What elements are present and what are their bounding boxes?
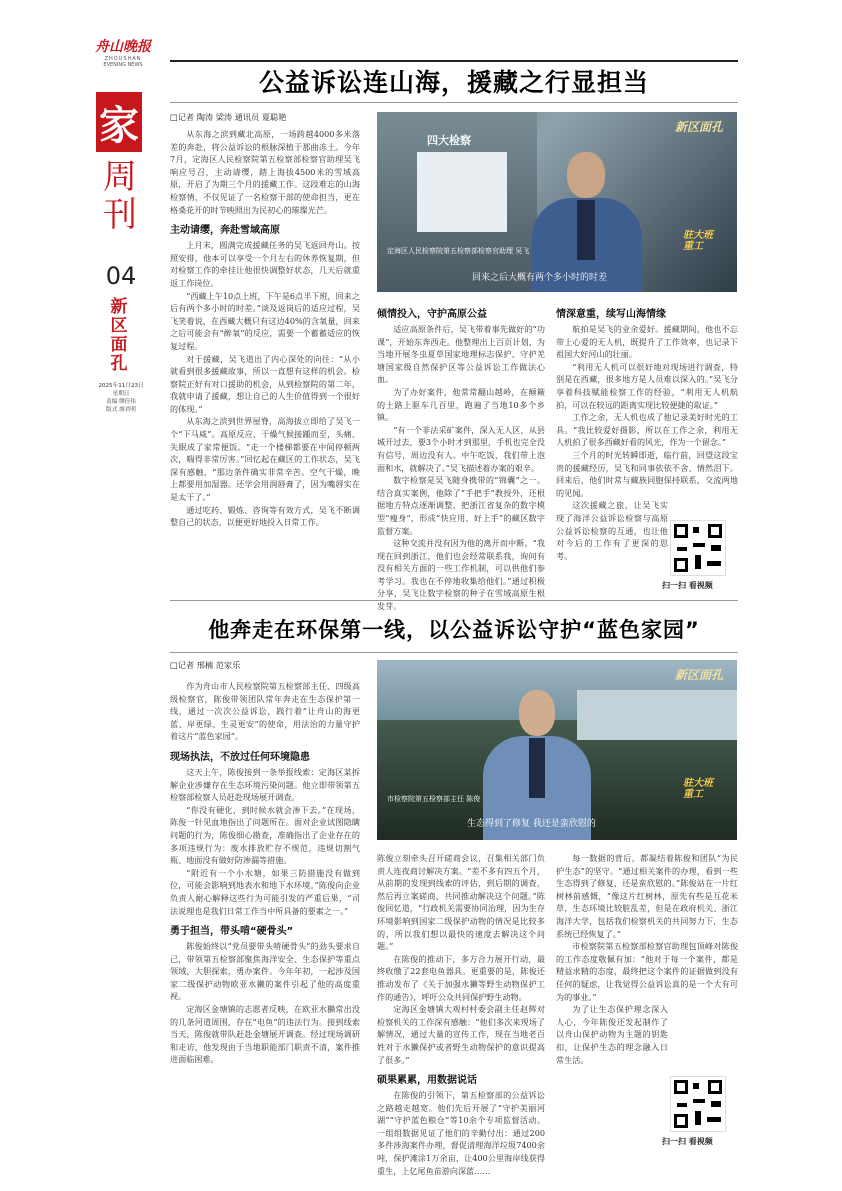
article2-title-wrap — [170, 614, 738, 646]
article1-s2-p4: 数字检察是吴飞随身携带的“锦囊”之一。结合真实案例，他除了“手把手”教授外，还根据地方特点逐渐调整，把浙江省复杂的数字模型“瘦身”，形成“快应用、好上手”的藏区数字监督方案。 — [377, 475, 545, 536]
article1-qr-code[interactable] — [670, 520, 726, 576]
article2-s3-p2: 每一数据的背后，都凝结着陈俊和团队“为民护生态”的坚守。“通过相关案件的办理，看到一些生态得到了修复，还是蛮欣慰的。”陈俊站在一片红树林前感慨，“像这片红树林，原先有些是互花米草，生态环境比较脏乱差，但是在政府机关、浙江海洋大学，包括我们检察机关的共同努力下，生态系统已经恢复了。” — [556, 853, 738, 939]
article2-s2-p1: 陈俊始终以“党员要带头啃硬骨头”的劲头要求自己，带领第五检察部聚焦海洋安全、生态保护等重点领域，大胆探索，勇办案件。今年年初，一起涉及国家二级保护动物欧亚水獭的案件引起了他的高度重视。 — [170, 941, 360, 1002]
article1-s3-p5: 这次援藏之旅，让吴飞实现了海洋公益诉讼检察与高原公益诉讼检察的互通，也让他对今后的工作有了更深的思考。 — [556, 500, 668, 561]
article2-s1-p2: “你没有硬化，到时候水就会渗下去。”在现场，陈俊一针见血地指出了问题所在。面对企业试图隐瞒问题的行为，陈俊细心勘查，准确指出了企业存在的多项违规行为：废水排放贮存不规范，违规切割气瓶、地面没有做好防渗漏等措施。 — [170, 804, 360, 866]
article2-s3-p4: 为了让生态保护理念深入人心，今年陈俊还发起制作了以舟山保护动物为主题的钥匙扣，让保护生态的理念融入日常生活。 — [556, 1004, 668, 1065]
article1-scan-label: 扫一扫 看视频 — [662, 581, 713, 590]
article1-s2-p2: 为了办好案件，他常常翻山越岭，在颠簸的土路上驱车几百里，跑遍了当地10多个乡镇。 — [377, 386, 545, 423]
article1-title: 公益诉讼连山海，援藏之行显担当 — [258, 68, 649, 97]
column-name — [104, 298, 134, 374]
article1-photo — [377, 112, 737, 292]
article2-photo — [377, 660, 737, 840]
article2-scan-label: 扫一扫 看视频 — [662, 1137, 713, 1146]
article1-s3-p3: 工作之余，无人机也成了他记录美好时光的工具。“我比较爱好摄影，所以在工作之余，利用无人机拍了很多西藏好看的风光，作为一个留念。” — [556, 412, 738, 448]
photo2-subtitle-2: 生态得到了修复 我还是蛮欣慰的 — [467, 819, 596, 829]
article1-subhead-1: 主动请缨，奔赴雪域高原 — [170, 225, 280, 237]
article2-s2-p4: 在陈俊的推动下，多方合力展开行动，最终收缴了22套电鱼器具。更重要的是，陈俊还推动发布了《关于加强水獭等野生动物保护工作的通告》，呼吁公众共同保护野生动物。 — [377, 953, 545, 1002]
section-mark — [96, 92, 142, 152]
article1-col1 — [170, 128, 360, 529]
article1-byline: □记者 陶涛 梁涛 通讯员 夏聪艳 — [170, 112, 287, 122]
article1-s1-p5: 通过吃药、锻炼、咨询等有效方式，吴飞不断调整自己的状态，以便更好地投入日常工作。 — [170, 504, 360, 528]
article2-subhead-3: 硕果累累，用数据说话 — [377, 1075, 477, 1087]
article1-s2-p1: 适应高原条件后，吴飞带着事先做好的“功课”，开始东奔西走。他整理出上百页计划，为当地开展冬虫夏草国家地理标志保护、守护羌塘国家级自然保护区等公益诉讼工作做法心血。 — [377, 324, 545, 385]
article2-col2 — [377, 852, 545, 1177]
issue-info — [86, 382, 156, 414]
article2-col1 — [170, 680, 360, 1066]
article2-s3-p1: 在陈俊的引领下，第五检察部的公益诉讼之路越走越宽。他们先后开展了“守护美丽河湖”“守护蓝色粮仓”等10余个专项监督活动。一组组数据见证了他们的辛勤付出：通过200多件涉海案件办理，督促清理海洋垃圾7400余吨，保护滩涂1万余亩，让400公里海岸线获得重生，上亿尾鱼苗游向深蓝…… — [377, 1090, 545, 1176]
issue-weekday: 星期日 — [112, 391, 130, 397]
article2-title: 他奔走在环保第一线，以公益诉讼守护“蓝色家园” — [208, 618, 700, 642]
article2-intro: 作为舟山市人民检察院第五检察部主任、四级高级检察官，陈俊带领团队常年奔走在生态保护第一线，通过一次次公益诉讼，践行着“让舟山的海更蓝、岸更绿、生灵更安”的使命，用法治的力量守护着这片“蓝色家园”。 — [170, 681, 360, 742]
article2-s2-p2: 定海区金塘镇的志愿者反映，在欧亚水獭常出没的几条河道周围，存在“电鱼”的违法行为。接到线索当天，陈俊就带队赶赴金塘展开调查。经过现场调研和走访，他发现由于当地职能部门职责不清，案件推进面临困难。 — [170, 1004, 360, 1065]
masthead-sub1: ZHOUSHAN — [104, 56, 142, 62]
article1-s3-p4: 三个月的时光转瞬即逝，临行前，回望这段宝贵的援藏经历，吴飞和同事依依不舍、情然泪下。回来后，他们时常与藏族同胞保持联系，交流两地的见闻。 — [556, 449, 738, 498]
article2-s1-p1: 这天上午，陈俊接到一条举报线索：定海区某拆解企业涉嫌存在生态环境污染问题。他立即带领第五检察部检察人员赶赴现场展开调查。 — [170, 766, 360, 803]
article1-s1-p2: “西藏上午10点上班，下午是6点半下班，回来之后有两个多小时的时差。”谈及返岗后的适应过程，吴飞笑着说，在西藏大概只有这边40%的含氧量，回来之后可能会有“醉氧”的反应，需要一个蓄蓄适应的恢复过程。 — [170, 290, 360, 351]
article1-s1-p3: 对于援藏，吴飞道出了内心深处的向往：“从小就看到很多援藏故事，所以一直想有这样的机会。检察院正好有对口援助的机会，从到检察院的第二年，我就申请了援藏，想让自己的人生价值得到一个很好的体现。” — [170, 353, 360, 414]
masthead-sub2: EVENING NEWS — [103, 62, 143, 68]
article2-byline: □记者 邢楠 范家乐 — [170, 660, 241, 670]
article1-intro: 从东海之滨到藏北高原，一场跨越4000多米落差的奔赴，将公益诉讼的根脉深植于那曲冻土。今年7月，定海区人民检察院第五检察部检察官助理吴飞响应号召，主动请缨，踏上海拔4500米的雪域高原，开启了为期三个月的援藏工作。这段难忘的山海检察情，不仅见证了一名检察干部的使命担当，更在格桑花开的时节映照出为民初心的璀璨光芒。 — [170, 129, 360, 215]
masthead-logo: 舟山晚报 — [95, 39, 151, 55]
article1-s3-p2: “利用无人机可以很好地对现场进行调查，特别是在西藏，很多地方是人员难以深入的。”吴飞分享着科技赋能检察工作的经验，“利用无人机航拍，可以在较远的距离实现比较便捷的取证。” — [556, 361, 738, 410]
column-char-4: 孔 — [110, 354, 128, 374]
photo-badge: 驻大班 重工 — [683, 230, 713, 252]
article2-col3 — [556, 852, 738, 1066]
photo2-subtitle-1: 市检察院第五检察部主任 陈俊 — [387, 795, 481, 803]
article2-qr-code[interactable] — [670, 1076, 726, 1132]
column-char-2: 区 — [110, 316, 128, 336]
article1-subhead-2: 倾情投入，守护高原公益 — [377, 309, 487, 320]
issue-designer: 版式 虞君明 — [106, 407, 136, 413]
section-big-char: 家 — [99, 101, 139, 149]
issue-editor: 责编 缪佳伟 — [106, 399, 136, 405]
weekly-char-1: 周 — [103, 157, 137, 197]
article2-s1-p3: “附近有一个小水塘，如果三防措施没有做到位，可能会影响到地表水和地下水环境。”陈俊向企业负责人耐心解释这些行为可能引发的严重后果，“司法说理也是我们日常工作当中所具备的要素之一。” — [170, 867, 360, 916]
article1-s2-p5: 这种交流并没有因为他的离开而中断。“我现在回到浙江，他们也会经常联系我，询问有没有相关方面的一些工作机制，可以供他们参考学习。我也在不停地收集给他们。”通过积极分享，吴飞让数字检察的种子在雪域高原生根发芽。 — [377, 538, 545, 612]
photo-tag: 新区面孔 — [674, 120, 723, 134]
article2-subhead-2: 勇于担当，带头啃“硬骨头” — [170, 926, 294, 938]
photo-subtitle-2: 回来之后大概有两个多小时的时差 — [472, 273, 608, 283]
article1-s1-p4: 从东海之滨到世界屋脊，高海拔立即给了吴飞一个“下马威”。高原反应、干燥气候接踵而至，头痛、失眠成了家常便饭。“走一个楼梯都要在中间停顿两次，喘得非常厉害。”回忆起在藏区的工作状态，吴飞深有感触，“那边条件确实非常辛苦。空气干燥，晚上都要用加湿器。还学会用润唇膏了，因为嘴唇实在是太干了。” — [170, 416, 360, 503]
article2-s2-p5: 定海区金塘镇大观村村委会副主任赵辉对检察机关的工作深有感触：“他们多次来现场了解情况，通过大量的宣传工作，现在当地老百姓对于水獭保护或者野生动物保护的意识提高了很多。” — [377, 1004, 545, 1065]
column-char-3: 面 — [110, 335, 128, 355]
article2-subhead-1: 现场执法，不放过任何环境隐患 — [170, 751, 310, 763]
article1-s3-p1: 航拍是吴飞的业余爱好。援藏期间，他也不忘带上心爱的无人机，既提升了工作效率，也记录下祖国大好河山的壮丽。 — [556, 324, 738, 360]
photo2-badge: 驻大班 重工 — [683, 778, 713, 800]
article1-title-wrap — [170, 60, 738, 102]
article1-subhead-3: 情深意重，续写山海情缘 — [556, 309, 666, 320]
article1-col2 — [377, 300, 545, 613]
photo-subtitle-1: 定海区人民检察院第五检察部检察官助理 吴飞 — [387, 247, 530, 255]
article2-s2-p3: 陈俊立刻牵头召开磋商会议，召集相关部门负责人连夜商讨解决方案。“差不多有四五个月，从前期的发现到线索的评估，到后期的调查，然后再立案磋商，共同推动解决这个问题。”陈俊回忆道，“行政机关需要协同治理，因为生存环境影响到国家二级保护动物的情况是比较多的，所以我们想以最快的速度去解决这个问题。” — [377, 853, 545, 952]
masthead — [88, 36, 158, 68]
photo2-tag: 新区面孔 — [674, 668, 723, 682]
column-char-1: 新 — [110, 297, 128, 317]
photo-sign: 四大检察 — [427, 134, 471, 147]
article1-s1-p1: 上月末，圆满完成援藏任务的吴飞返回舟山。按照安排，他本可以享受一个月左右的休养恢复期，但对检察工作的牵挂让他很快调整好状态，几天后就重返工作岗位。 — [170, 240, 360, 288]
page-number: 04 — [105, 262, 137, 290]
weekly-label — [100, 158, 140, 234]
issue-date: 2025年11月23日 — [98, 383, 144, 389]
article2-s3-p3: 市检察院第五检察部检察官助理包顶峰对陈俊的工作态度敬佩有加：“他对于每一个案件，都是精益求精的态度，最终把这个案件的证据做到没有任何的疑虑，让我觉得公益诉讼真的是一个大有可为的事业。” — [556, 941, 738, 1002]
weekly-char-2: 刊 — [103, 195, 137, 235]
article1-s2-p3: “有一个非法采矿案件，深入无人区，从县城开过去，要3个小时才到那里，手机也完全没有信号，周边没有人。中午吃饭，我们带上泡面和水，就解决了。”吴飞描述着办案的艰辛。 — [377, 424, 545, 473]
